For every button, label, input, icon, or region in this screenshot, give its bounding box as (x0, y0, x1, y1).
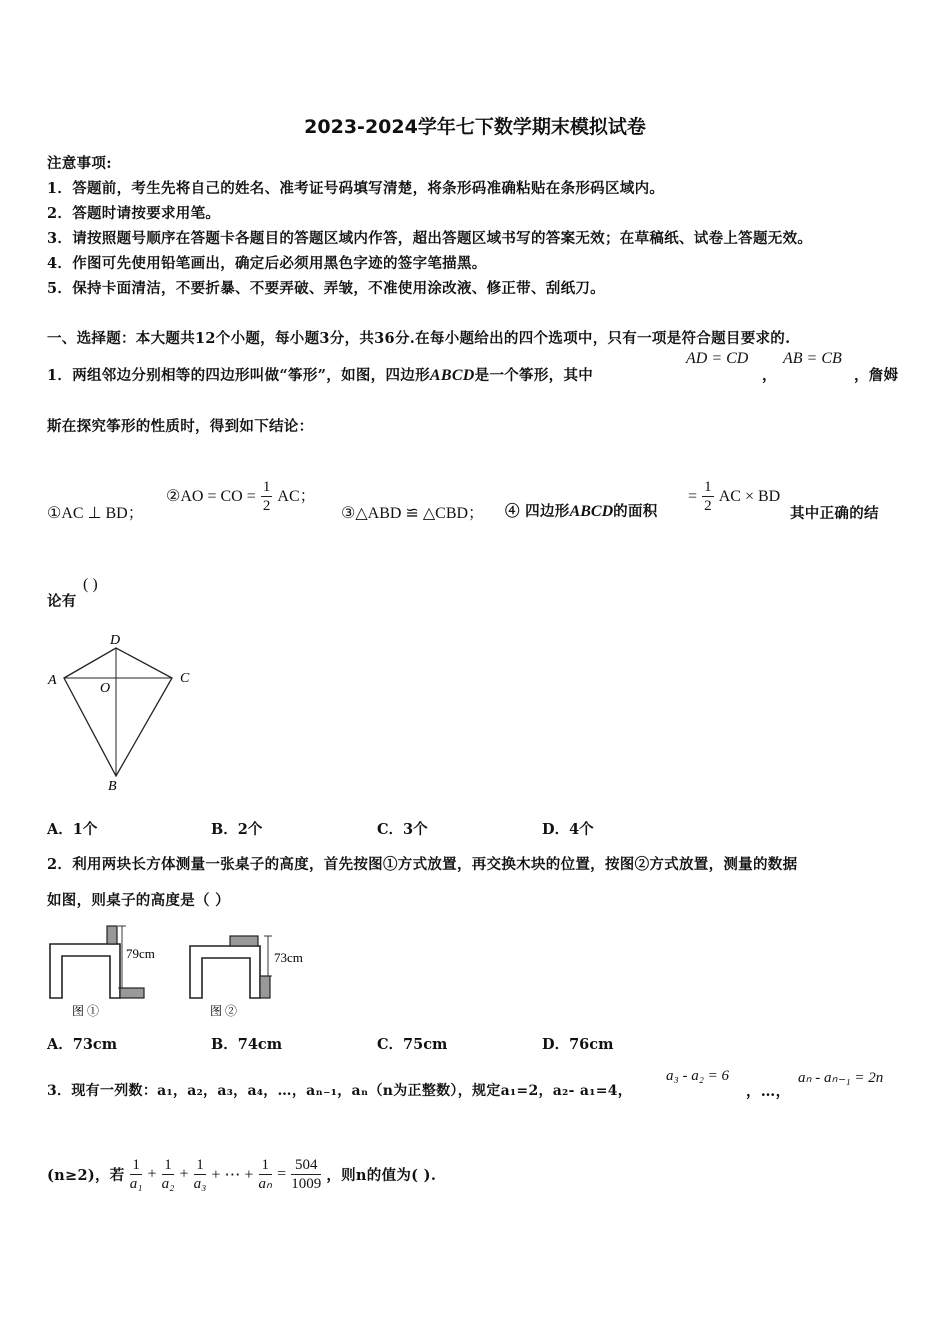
q1-text: 是一个筝形，其中 (474, 367, 594, 384)
section-heading: 一、选择题：本大题共12个小题，每小题3分，共36分.在每小题给出的四个选项中，只有一项是符合题目要求的. (47, 330, 791, 347)
q3-line1: 3．现有一列数：a₁，a₂，a₃，a₄，…，aₙ₋₁，aₙ（n为正整数），规定a₁=2，a₂- a₁=4， (47, 1083, 633, 1099)
fig2-measure: 73cm (274, 950, 303, 965)
q3-question: ，则n的值为( ). (326, 1167, 437, 1184)
q3-frac-term (162, 1156, 175, 1193)
notice-item: 1．答题前，考生先将自己的姓名、准考证号码填写清楚，将条形码准确粘贴在条形码区域内。 (47, 180, 665, 197)
q1-c4-post: AC × BD (718, 488, 781, 505)
q1-eq-ad-cd: AD = CD (686, 350, 749, 367)
q3-eq1: a₃ - a₂ = 6 (666, 1068, 730, 1084)
kite-outline (64, 648, 172, 776)
notice-item: 4．作图可先使用铅笔画出，确定后必须用黑色字迹的签字笔描黑。 (47, 255, 487, 272)
frac-num: 1 (194, 1156, 207, 1175)
q1-option-d[interactable]: D．4个 (542, 821, 594, 838)
q1-text-end: ，詹姆 (854, 367, 899, 384)
q3-cond: (n≥2)，若 (47, 1167, 125, 1184)
q1-conclusion-3: ③△ABD ≌ △CBD； (341, 505, 485, 522)
fig2-caption: 图 ② (210, 1004, 238, 1018)
frac-num: 1 (162, 1156, 175, 1175)
q1-text: 1．两组邻边分别相等的四边形叫做“筝形”，如图，四边形 (47, 367, 430, 384)
q1-c4-pre: ④ 四边形 (505, 503, 570, 520)
q1-c4-tail: 其中正确的结 (790, 505, 879, 522)
q1-abcd: ABCD (429, 367, 475, 384)
q2-option-b[interactable]: B．74cm (211, 1036, 283, 1053)
q1-line1 (47, 364, 593, 385)
label-b: B (108, 779, 117, 794)
equals-sign: = (277, 1165, 287, 1183)
plus-sign: + (147, 1165, 157, 1183)
frac-den: aₙ (258, 1176, 273, 1192)
q1-option-b[interactable]: B．2个 (211, 821, 263, 838)
q1-option-a[interactable]: A．1个 (47, 821, 98, 838)
q1-c2-post: AC； (277, 488, 316, 505)
q1-comma: ， (762, 367, 777, 384)
frac-den: a₃ (193, 1176, 207, 1192)
q1-c4-formula (688, 478, 780, 515)
q2-option-d[interactable]: D．76cm (542, 1036, 614, 1053)
frac-den: 2 (704, 498, 712, 514)
q1-line2: 斯在探究筝形的性质时，得到如下结论： (47, 418, 314, 435)
q1-answer-paren: ( ) (83, 576, 98, 593)
frac-num: 1 (130, 1156, 143, 1175)
q3-frac-term (130, 1156, 143, 1193)
label-a: A (48, 673, 57, 688)
figure-2 (190, 936, 303, 1018)
q3-frac-term (194, 1156, 207, 1193)
q1-conclusion-2 (166, 478, 316, 515)
q1-line4: 论有 (47, 593, 77, 610)
q1-c2-frac (261, 478, 273, 515)
q3-dots: ，…， (746, 1083, 791, 1100)
label-d: D (110, 633, 121, 648)
notice-heading: 注意事项: (47, 155, 112, 172)
frac-den: 2 (262, 498, 271, 514)
q1-c4-mid: 的面积 (613, 503, 658, 520)
fig1-caption: 图 ① (72, 1004, 100, 1018)
q3-line2 (47, 1156, 436, 1193)
label-o: O (100, 681, 111, 696)
q2-option-c[interactable]: C．75cm (377, 1036, 448, 1053)
q3-eq2: aₙ - aₙ₋₁ = 2n (798, 1070, 884, 1086)
page-title: 2023-2024学年七下数学期末模拟试卷 (304, 116, 646, 138)
ellipsis: + ⋯ + (211, 1166, 254, 1184)
frac-den: 1009 (291, 1176, 322, 1192)
q1-conclusion-4 (505, 500, 658, 521)
q3-rhs-frac (291, 1156, 321, 1193)
notice-item: 5．保持卡面清洁，不要折暴、不要弄破、弄皱，不准使用涂改液、修正带、刮纸刀。 (47, 280, 605, 297)
q1-c2-pre: ②AO = CO = (166, 488, 256, 505)
q1-conclusion-1: ①AC ⊥ BD； (47, 505, 144, 522)
figure-1 (50, 926, 155, 1018)
frac-num: 1 (704, 479, 712, 495)
q2-line1: 2．利用两块长方体测量一张桌子的高度，首先按图①方式放置，再交换木块的位置，按图②方式放置，测量的数据 (47, 856, 798, 873)
q2-option-a[interactable]: A．73cm (47, 1036, 118, 1053)
frac-den: a₂ (161, 1176, 175, 1192)
frac-num: 504 (291, 1156, 321, 1175)
plus-sign: + (179, 1165, 189, 1183)
frac-num: 1 (262, 479, 271, 495)
fig1-measure: 79cm (126, 946, 155, 961)
q1-c4-frac (702, 478, 714, 515)
notice-item: 3．请按照题号顺序在答题卡各题目的答题区域内作答，超出答题区域书写的答案无效；在草稿纸、试卷上答题无效。 (47, 230, 813, 247)
q2-line2: 如图，则桌子的高度是（ ） (47, 892, 230, 909)
q1-c4-abcd: ABCD (569, 503, 614, 520)
q1-option-c[interactable]: C．3个 (377, 821, 428, 838)
notice-item: 2．答题时请按要求用笔。 (47, 205, 221, 222)
label-c: C (180, 671, 190, 686)
q1-c4-eq: = (688, 488, 698, 505)
q1-eq-ab-cb: AB = CB (783, 350, 842, 367)
table-figures (44, 922, 324, 1022)
q3-frac-term (259, 1156, 272, 1193)
frac-num: 1 (259, 1156, 272, 1175)
frac-den: a₁ (129, 1176, 143, 1192)
kite-figure (44, 628, 204, 796)
